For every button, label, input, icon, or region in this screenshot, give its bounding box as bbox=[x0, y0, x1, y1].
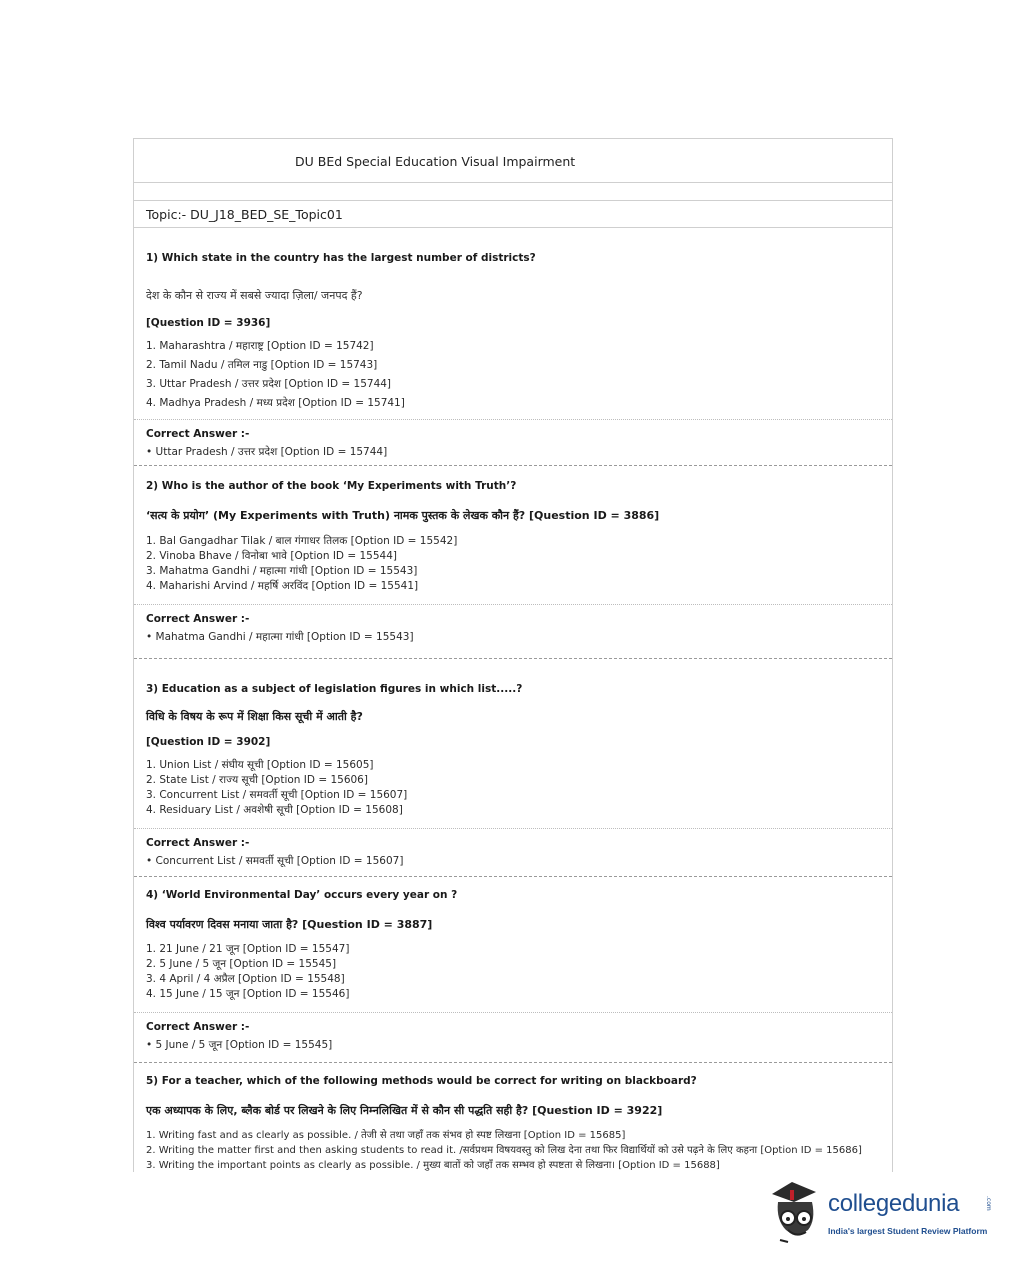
answer-box bbox=[134, 419, 892, 465]
collegedunia-logo bbox=[766, 1180, 996, 1246]
answer-label: Correct Answer :- bbox=[146, 613, 250, 625]
question-hindi: देश के कौन से राज्य में सबसे ज्यादा ज़िला/ जनपद हैं? bbox=[146, 289, 363, 302]
mascot-icon bbox=[766, 1180, 826, 1246]
answer-label: Correct Answer :- bbox=[146, 837, 250, 849]
options-list bbox=[146, 758, 880, 818]
option-item: 1. Union List / संघीय सूची [Option ID = 15605] bbox=[146, 759, 374, 771]
option-item: 1. Maharashtra / महाराष्ट्र [Option ID = 15742] bbox=[146, 340, 374, 352]
logo-com: .com bbox=[985, 1196, 992, 1211]
question-block bbox=[134, 659, 892, 818]
logo-tagline: India's largest Student Review Platform bbox=[828, 1226, 988, 1236]
topic-row bbox=[134, 201, 892, 228]
option-item: 2. State List / राज्य सूची [Option ID = 15606] bbox=[146, 774, 368, 786]
question-id: [Question ID = 3902] bbox=[146, 736, 271, 748]
title-row bbox=[134, 139, 892, 183]
answer-value: • Mahatma Gandhi / महात्मा गांधी [Option ID = 15543] bbox=[146, 631, 414, 643]
option-item: 2. 5 June / 5 जून [Option ID = 15545] bbox=[146, 958, 337, 970]
option-item: 3. 4 April / 4 अप्रैल [Option ID = 15548] bbox=[146, 973, 345, 985]
answer-label: Correct Answer :- bbox=[146, 1021, 250, 1033]
exam-title: DU BEd Special Education Visual Impairment bbox=[295, 154, 576, 169]
option-item: 2. Tamil Nadu / तमिल नाडु [Option ID = 15743] bbox=[146, 359, 378, 371]
question-id: [Question ID = 3936] bbox=[146, 317, 271, 329]
option-item: 3. Uttar Pradesh / उत्तर प्रदेश [Option ID = 15744] bbox=[146, 378, 392, 390]
question-heading: 5) For a teacher, which of the following methods would be correct for writing on blackboard? bbox=[146, 1075, 697, 1087]
question-block bbox=[134, 1063, 892, 1172]
option-item: 4. 15 June / 15 जून [Option ID = 15546] bbox=[146, 988, 350, 1000]
answer-label: Correct Answer :- bbox=[146, 428, 250, 440]
options-list bbox=[146, 1128, 880, 1172]
question-heading: 1) Which state in the country has the largest number of districts? bbox=[146, 252, 536, 264]
options-list bbox=[146, 534, 880, 594]
answer-value: • 5 June / 5 जून [Option ID = 15545] bbox=[146, 1039, 333, 1051]
spacer-row bbox=[134, 183, 892, 201]
exam-sheet bbox=[133, 138, 893, 1172]
question-block bbox=[134, 228, 892, 413]
option-item: 2. Vinoba Bhave / विनोबा भावे [Option ID = 15544] bbox=[146, 550, 397, 562]
answer-box bbox=[134, 604, 892, 658]
option-item: 4. Maharishi Arvind / महर्षि अरविंद [Option ID = 15541] bbox=[146, 580, 419, 592]
option-item: 3. Mahatma Gandhi / महात्मा गांधी [Option ID = 15543] bbox=[146, 565, 418, 577]
option-item: 2. Writing the matter first and then asking students to read it. /सर्वप्रथम विषयवस्तु को लिख देना तथा फिर विद्यार्थियों को उसे पढ़ने के लिए कहना [Option ID = 15686] bbox=[146, 1145, 862, 1156]
answer-value: • Concurrent List / समवर्ती सूची [Option ID = 15607] bbox=[146, 855, 404, 867]
question-hindi: ‘सत्य के प्रयोग’ (My Experiments with Truth) नामक पुस्तक के लेखक कौन हैं? [Question ID = 3886] bbox=[146, 509, 660, 522]
options-list bbox=[146, 337, 880, 413]
question-block bbox=[134, 877, 892, 1002]
option-item: 1. Bal Gangadhar Tilak / बाल गंगाधर तिलक [Option ID = 15542] bbox=[146, 535, 458, 547]
question-heading: 2) Who is the author of the book ‘My Experiments with Truth’? bbox=[146, 480, 517, 492]
option-item: 3. Concurrent List / समवर्ती सूची [Option ID = 15607] bbox=[146, 789, 408, 801]
question-hindi: एक अध्यापक के लिए, ब्लैक बोर्ड पर लिखने के लिए निम्नलिखित में से कौन सी पद्धति सही है? [Question ID = 3922] bbox=[146, 1104, 663, 1117]
logo-wordmark: collegedunia bbox=[828, 1190, 960, 1217]
option-item: 1. Writing fast and as clearly as possible. / तेजी से तथा जहाँ तक संभव हो स्पष्ट लिखना [Option ID = 15685] bbox=[146, 1130, 626, 1141]
question-hindi: विश्व पर्यावरण दिवस मनाया जाता है? [Question ID = 3887] bbox=[146, 918, 433, 931]
option-item: 3. Writing the important points as clearly as possible. / मुख्य बातों को जहाँ तक सम्भव हो स्पष्टता से लिखना। [Option ID = 15688] bbox=[146, 1160, 720, 1171]
option-item: 1. 21 June / 21 जून [Option ID = 15547] bbox=[146, 943, 350, 955]
options-list bbox=[146, 942, 880, 1002]
question-heading: 3) Education as a subject of legislation figures in which list.....? bbox=[146, 683, 523, 695]
topic-label: Topic:- DU_J18_BED_SE_Topic01 bbox=[146, 207, 343, 222]
answer-box bbox=[134, 1012, 892, 1062]
answer-value: • Uttar Pradesh / उत्तर प्रदेश [Option ID = 15744] bbox=[146, 446, 388, 458]
option-item: 4. Residuary List / अवशेषी सूची [Option ID = 15608] bbox=[146, 804, 403, 816]
question-heading: 4) ‘World Environmental Day’ occurs every year on ? bbox=[146, 889, 458, 901]
option-item: 4. Madhya Pradesh / मध्य प्रदेश [Option ID = 15741] bbox=[146, 397, 405, 409]
question-block bbox=[134, 466, 892, 594]
question-hindi: विधि के विषय के रूप में शिक्षा किस सूची में आती है? bbox=[146, 710, 363, 723]
answer-box bbox=[134, 828, 892, 876]
